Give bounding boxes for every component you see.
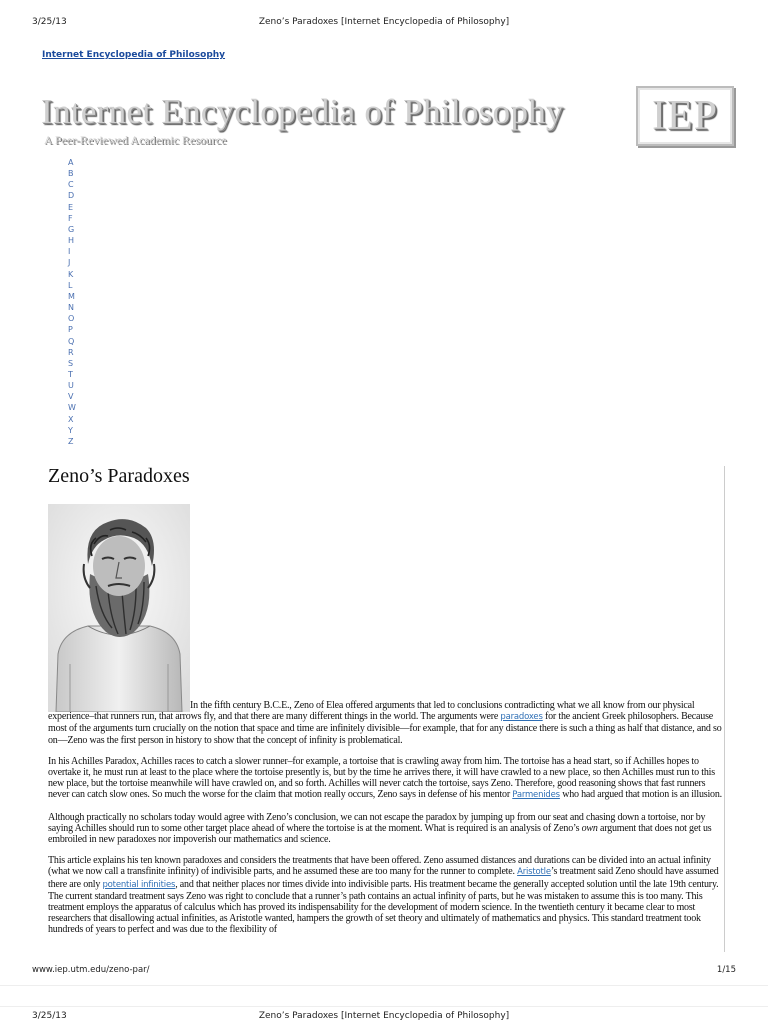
alphabet-letter-r[interactable]: R [68, 347, 74, 357]
link-potential-infinities[interactable]: potential infinities [102, 879, 176, 890]
page-title: Zeno’s Paradoxes [48, 465, 190, 487]
iep-logo[interactable] [636, 86, 734, 146]
alphabet-letter-d[interactable]: D [68, 191, 75, 201]
page-break [0, 985, 768, 1007]
banner-subtitle: A Peer-Reviewed Academic Resource [44, 133, 227, 147]
text-run: for the ancient Greek philosophers. Because most of the arguments turn crucially on the notion that space and time are infinitely divisible—for example, that for any distance there is such a thing as half that distance, and so on—Zeno was the first person in history to show that the concept of infinity is problematical. [48, 711, 722, 746]
article-body [48, 700, 726, 946]
print-page-number: 1/15 [716, 965, 736, 975]
paragraph-intro [48, 700, 726, 746]
text-run: This article explains his ten known paradoxes and considers the treatments that have been offered. Zeno assumed distances and durations can be divided into an actual infinity (what we now call a transfinite infinity) of indivisible parts, and he assumed these are too many for the runner to complete. [48, 855, 711, 878]
text-run: In the fifth century B.C.E., Zeno of Elea offered arguments that led to conclusions contradicting what we all know from our physical experience–that runners run, that arrows fly, and that there are many different things in the world. The arguments were [48, 700, 695, 723]
alphabet-letter-e[interactable]: E [68, 202, 74, 212]
text-run: Although practically no scholars today would agree with Zeno’s conclusion, we can not escape the paradox by jumping up from our seat and chasing down a tortoise, nor by saying Achilles should run to some other target place ahead of where the tortoise is at the moment. What is required is an analysis of Zeno’s [48, 811, 706, 834]
text-run: who had argued that motion is an illusion. [559, 789, 722, 801]
alphabet-letter-k[interactable]: K [68, 269, 74, 279]
alphabet-letter-q[interactable]: Q [68, 336, 75, 346]
alphabet-letter-s[interactable]: S [68, 358, 74, 368]
zeno-bust-image [48, 504, 190, 712]
link-parmenides[interactable]: Parmenides [512, 790, 560, 801]
iep-logo-text: IEP [652, 93, 718, 139]
text-run: , and that neither places nor times divide into indivisible parts. His treatment became the generally accepted solution until the late 19th century. The current standard treatment says Zeno was right to conclude that a runner’s path contains an actual infinity of parts, but he was mistaken to assume this is too many. This treatment employs the apparatus of calculus which has proved its indispensability for the development of modern science. In the twentieth century it became clear to most researchers that disallowing actual infinities, as Aristotle wanted, hampers the growth of set theory and ultimately of mathematics and physics. This standard treatment took hundreds of years to perfect and was due to the flexibility of [48, 878, 719, 936]
paragraph-overview [48, 855, 726, 935]
alphabet-letter-j[interactable]: J [68, 258, 71, 268]
print-date: 3/25/13 [32, 17, 67, 27]
alphabet-letter-v[interactable]: V [68, 392, 74, 402]
print-date: 3/25/13 [32, 1011, 67, 1021]
alphabet-letter-z[interactable]: Z [68, 436, 74, 446]
alphabet-letter-h[interactable]: H [68, 236, 75, 246]
alphabet-letter-x[interactable]: X [68, 414, 74, 424]
text-run: ’s treatment said Zeno should have assumed there are only [48, 866, 719, 890]
article-body-viewport [0, 700, 768, 952]
site-home-link[interactable]: Internet Encyclopedia of Philosophy [42, 50, 226, 60]
print-url: www.iep.utm.edu/zeno-par/ [32, 965, 150, 975]
alphabet-letter-n[interactable]: N [68, 303, 74, 313]
print-header [0, 17, 768, 31]
print-title: Zeno’s Paradoxes [Internet Encyclopedia of Philosophy] [258, 17, 510, 27]
alphabet-letter-o[interactable]: O [68, 314, 75, 324]
text-run: In his Achilles Paradox, Achilles races to catch a slower runner–for example, a tortoise that is crawling away from him. The tortoise has a head start, so if Achilles hopes to overtake it, he must run at least to the place where the tortoise presently is, but by the time he arrives there, it will have crawled to a new place, so then Achilles must run to this new place, but the tortoise meanwhile will have crawled on, and so forth. Achilles will never catch the tortoise, says Zeno. Therefore, good reasoning shows that fast runners never can catch slow ones. So much the worse for the claim that motion really occurs, Zeno says in defense of his mentor [48, 755, 715, 801]
alphabet-index [68, 157, 82, 447]
alphabet-letter-t[interactable]: T [68, 369, 73, 379]
alphabet-letter-a[interactable]: A [68, 158, 74, 167]
alphabet-letter-l[interactable]: L [68, 280, 73, 290]
banner-title: Internet Encyclopedia of Philosophy [41, 92, 564, 131]
alphabet-letter-g[interactable]: G [68, 224, 75, 234]
alphabet-letter-c[interactable]: C [68, 180, 74, 190]
print-title: Zeno’s Paradoxes [Internet Encyclopedia of Philosophy] [258, 1011, 510, 1021]
emphasis-own: own [581, 822, 598, 834]
paragraph-achilles [48, 756, 726, 802]
alphabet-letter-b[interactable]: B [68, 169, 74, 179]
link-aristotle[interactable]: Aristotle [517, 867, 551, 878]
alphabet-letter-y[interactable]: Y [68, 425, 73, 435]
alphabet-letter-w[interactable]: W [68, 403, 76, 413]
alphabet-letter-p[interactable]: P [68, 325, 73, 335]
alphabet-letter-i[interactable]: I [68, 247, 71, 257]
alphabet-letter-m[interactable]: M [68, 291, 75, 301]
alphabet-letter-f[interactable]: F [68, 213, 73, 223]
text-run: argument that does not get us embroiled in new paradoxes nor impoverish our mathematics and science. [48, 822, 712, 846]
alphabet-letter-u[interactable]: U [68, 381, 74, 391]
link-paradoxes[interactable]: paradoxes [500, 712, 543, 723]
paragraph-analysis [48, 812, 726, 846]
